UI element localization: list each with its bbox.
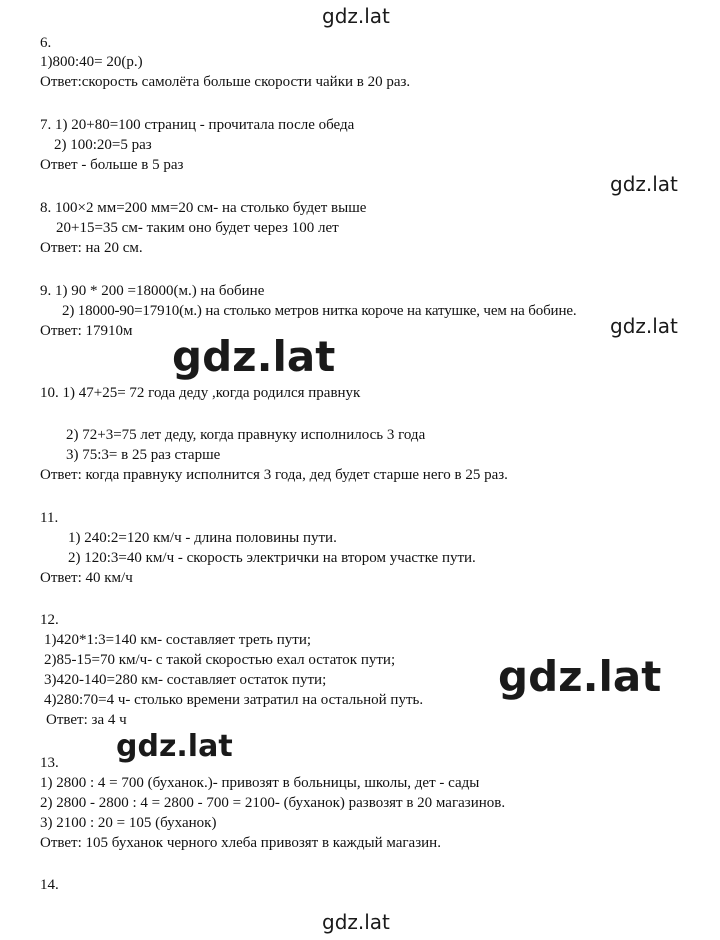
task-7-answer: Ответ - больше в 5 раз xyxy=(40,157,184,173)
task-13-step-1: 1) 2800 : 4 = 700 (буханок.)- привозят в больницы, школы, дет - сады xyxy=(40,775,480,791)
task-12-step-3: 3)420-140=280 км- составляет остаток пути; xyxy=(44,672,327,688)
task-8-answer: Ответ: на 20 см. xyxy=(40,240,143,256)
task-12-step-1: 1)420*1:3=140 км- составляет треть пути; xyxy=(44,632,312,648)
task-9-step-2: 2) 18000-90=17910(м.) на столько метров нитка короче на катушке, чем на бобине. xyxy=(62,303,577,319)
watermark-medium: gdz.lat xyxy=(116,732,237,762)
task-7-step-2: 2) 100:20=5 раз xyxy=(54,137,152,153)
task-6-number: 6. xyxy=(40,35,52,51)
task-13-answer: Ответ: 105 буханок черного хлеба привозят в каждый магазин. xyxy=(40,835,441,851)
task-14-number: 14. xyxy=(40,877,59,893)
task-11-number: 11. xyxy=(40,510,59,526)
task-11-answer: Ответ: 40 км/ч xyxy=(40,570,133,586)
task-11-step-2: 2) 120:3=40 км/ч - скорость электрички на втором участке пути. xyxy=(68,550,476,566)
watermark-large-2: gdz.lat xyxy=(498,652,662,701)
watermark-large-1: gdz.lat xyxy=(172,332,336,381)
task-13-step-3: 3) 2100 : 20 = 105 (буханок) xyxy=(40,815,217,831)
task-8-step-1: 8. 100×2 мм=200 мм=20 см- на столько будет выше xyxy=(40,200,367,216)
task-8-step-2: 20+15=35 см- таким оно будет через 100 лет xyxy=(56,220,339,236)
watermark-bottom: gdz.lat xyxy=(322,910,390,934)
task-6-answer: Ответ:скорость самолёта больше скорости чайки в 20 раз. xyxy=(40,74,411,90)
watermark-right-2: gdz.lat xyxy=(610,314,678,338)
task-6-step-1: 1)800:40= 20(р.) xyxy=(40,54,143,70)
task-12-answer: Ответ: за 4 ч xyxy=(46,712,127,728)
task-13-step-2: 2) 2800 - 2800 : 4 = 2800 - 700 = 2100- (буханок) развозят в 20 магазинов. xyxy=(40,795,506,811)
task-9-step-1: 9. 1) 90 * 200 =18000(м.) на бобине xyxy=(40,283,265,299)
task-9-answer: Ответ: 17910м xyxy=(40,323,133,339)
task-12-number: 12. xyxy=(40,612,59,628)
task-12-step-4: 4)280:70=4 ч- столько времени затратил на остальной путь. xyxy=(44,692,424,708)
watermark-top: gdz.lat xyxy=(322,4,390,28)
task-12-step-2: 2)85-15=70 км/ч- с такой скоростью ехал остаток пути; xyxy=(44,652,396,668)
watermark-right-1: gdz.lat xyxy=(610,172,678,196)
task-11-step-1: 1) 240:2=120 км/ч - длина половины пути. xyxy=(68,530,337,546)
task-10-step-3: 3) 75:3= в 25 раз старше xyxy=(66,447,221,463)
task-13-number: 13. xyxy=(40,755,59,771)
task-10-answer: Ответ: когда правнуку исполнится 3 года, дед будет старше него в 25 раз. xyxy=(40,467,508,483)
task-7-step-1: 7. 1) 20+80=100 страниц - прочитала после обеда xyxy=(40,117,355,133)
task-10-step-2: 2) 72+3=75 лет деду, когда правнуку исполнилось 3 года xyxy=(66,427,426,443)
task-10-step-1: 10. 1) 47+25= 72 года деду ,когда родился правнук xyxy=(40,385,361,401)
